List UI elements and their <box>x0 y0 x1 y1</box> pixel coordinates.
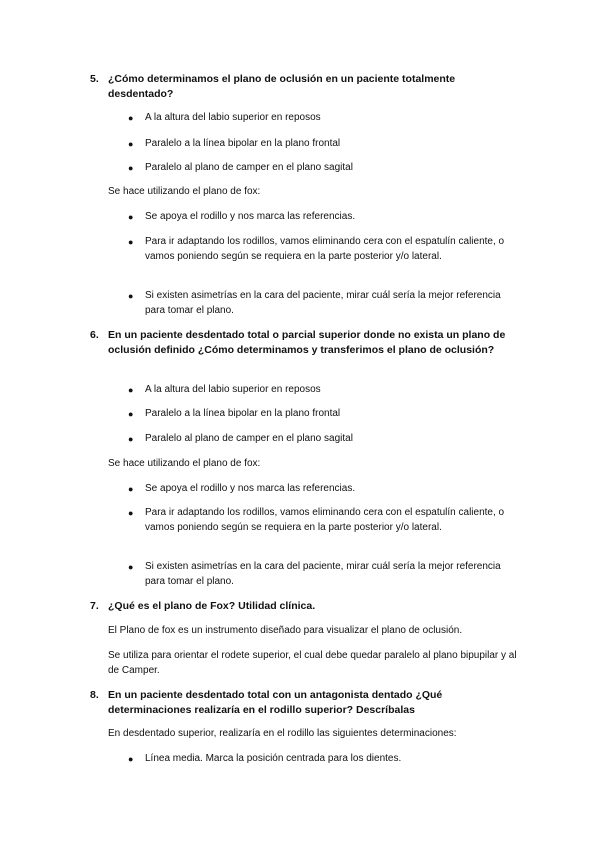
list-item: ● Paralelo a la línea bipolar en la plano frontal <box>128 407 513 422</box>
bullet-icon: ● <box>128 385 134 395</box>
bullet-icon: ● <box>128 484 134 494</box>
list-item: ● Paralelo a la línea bipolar en la plano frontal <box>128 137 513 152</box>
list-item: ● Se apoya el rodillo y nos marca las referencias. <box>128 210 513 225</box>
paragraph: Se utiliza para orientar el rodete superior, el cual debe quedar paralelo al plano bipupilar y al de Camper. <box>108 650 517 676</box>
bullet-icon: ● <box>128 409 134 419</box>
list-item: ● Se apoya el rodillo y nos marca las referencias. <box>128 482 513 497</box>
list-item: ● Para ir adaptando los rodillos, vamos eliminando cera con el espatulín caliente, o vamos poniendo según se requiera en la parte posterior y/o lateral. <box>128 507 505 533</box>
bullet-icon: ● <box>128 139 134 149</box>
list-item: ● Si existen asimetrías en la cara del paciente, mirar cuál sería la mejor referencia para tomar el plano. <box>128 561 501 587</box>
list-item: ● Paralelo al plano de camper en el plano sagital <box>128 432 513 447</box>
bullet-icon: ● <box>128 113 134 123</box>
question-number: 7. <box>90 600 99 612</box>
bullet-icon: ● <box>128 562 134 572</box>
question-number: 5. <box>90 73 99 85</box>
question-number: 8. <box>90 689 99 701</box>
paragraph: El Plano de fox es un instrumento diseñado para visualizar el plano de oclusión. <box>108 625 463 636</box>
list-item: ● Paralelo al plano de camper en el plano sagital <box>128 161 513 176</box>
question-5 <box>90 72 520 102</box>
list-item: ● Si existen asimetrías en la cara del paciente, mirar cuál sería la mejor referencia para tomar el plano. <box>128 290 501 316</box>
question-text: ¿Qué es el plano de Fox? Utilidad clínica. <box>108 600 316 612</box>
list-item: ● A la altura del labio superior en reposos <box>128 111 513 126</box>
bullet-icon: ● <box>128 508 134 518</box>
question-text: ¿Cómo determinamos el plano de oclusión en un paciente totalmente desdentado? <box>108 73 456 100</box>
bullet-icon: ● <box>128 163 134 173</box>
question-text: En un paciente desdentado total o parcial superior donde no exista un plano de oclusión definido ¿Cómo determinamos y transferimos el plano de oclusión? <box>108 329 506 356</box>
bullet-icon: ● <box>128 237 134 247</box>
question-7 <box>90 599 520 614</box>
list-item: ● Línea media. Marca la posición centrada para los dientes. <box>128 752 513 767</box>
question-6 <box>90 328 520 358</box>
question-text: En un paciente desdentado total con un antagonista dentado ¿Qué determinaciones realizaría en el rodillo superior? Descríbalas <box>108 689 443 716</box>
bullet-icon: ● <box>128 754 134 764</box>
question-8 <box>90 688 520 718</box>
list-item: ● Para ir adaptando los rodillos, vamos eliminando cera con el espatulín caliente, o vamos poniendo según se requiera en la parte posterior y/o lateral. <box>128 236 505 262</box>
paragraph: Se hace utilizando el plano de fox: <box>108 186 261 197</box>
paragraph: En desdentado superior, realizaría en el rodillo las siguientes determinaciones: <box>108 728 457 739</box>
question-number: 6. <box>90 329 99 341</box>
bullet-icon: ● <box>128 291 134 301</box>
bullet-icon: ● <box>128 212 134 222</box>
bullet-icon: ● <box>128 434 134 444</box>
paragraph: Se hace utilizando el plano de fox: <box>108 458 261 469</box>
list-item: ● A la altura del labio superior en reposos <box>128 383 513 398</box>
